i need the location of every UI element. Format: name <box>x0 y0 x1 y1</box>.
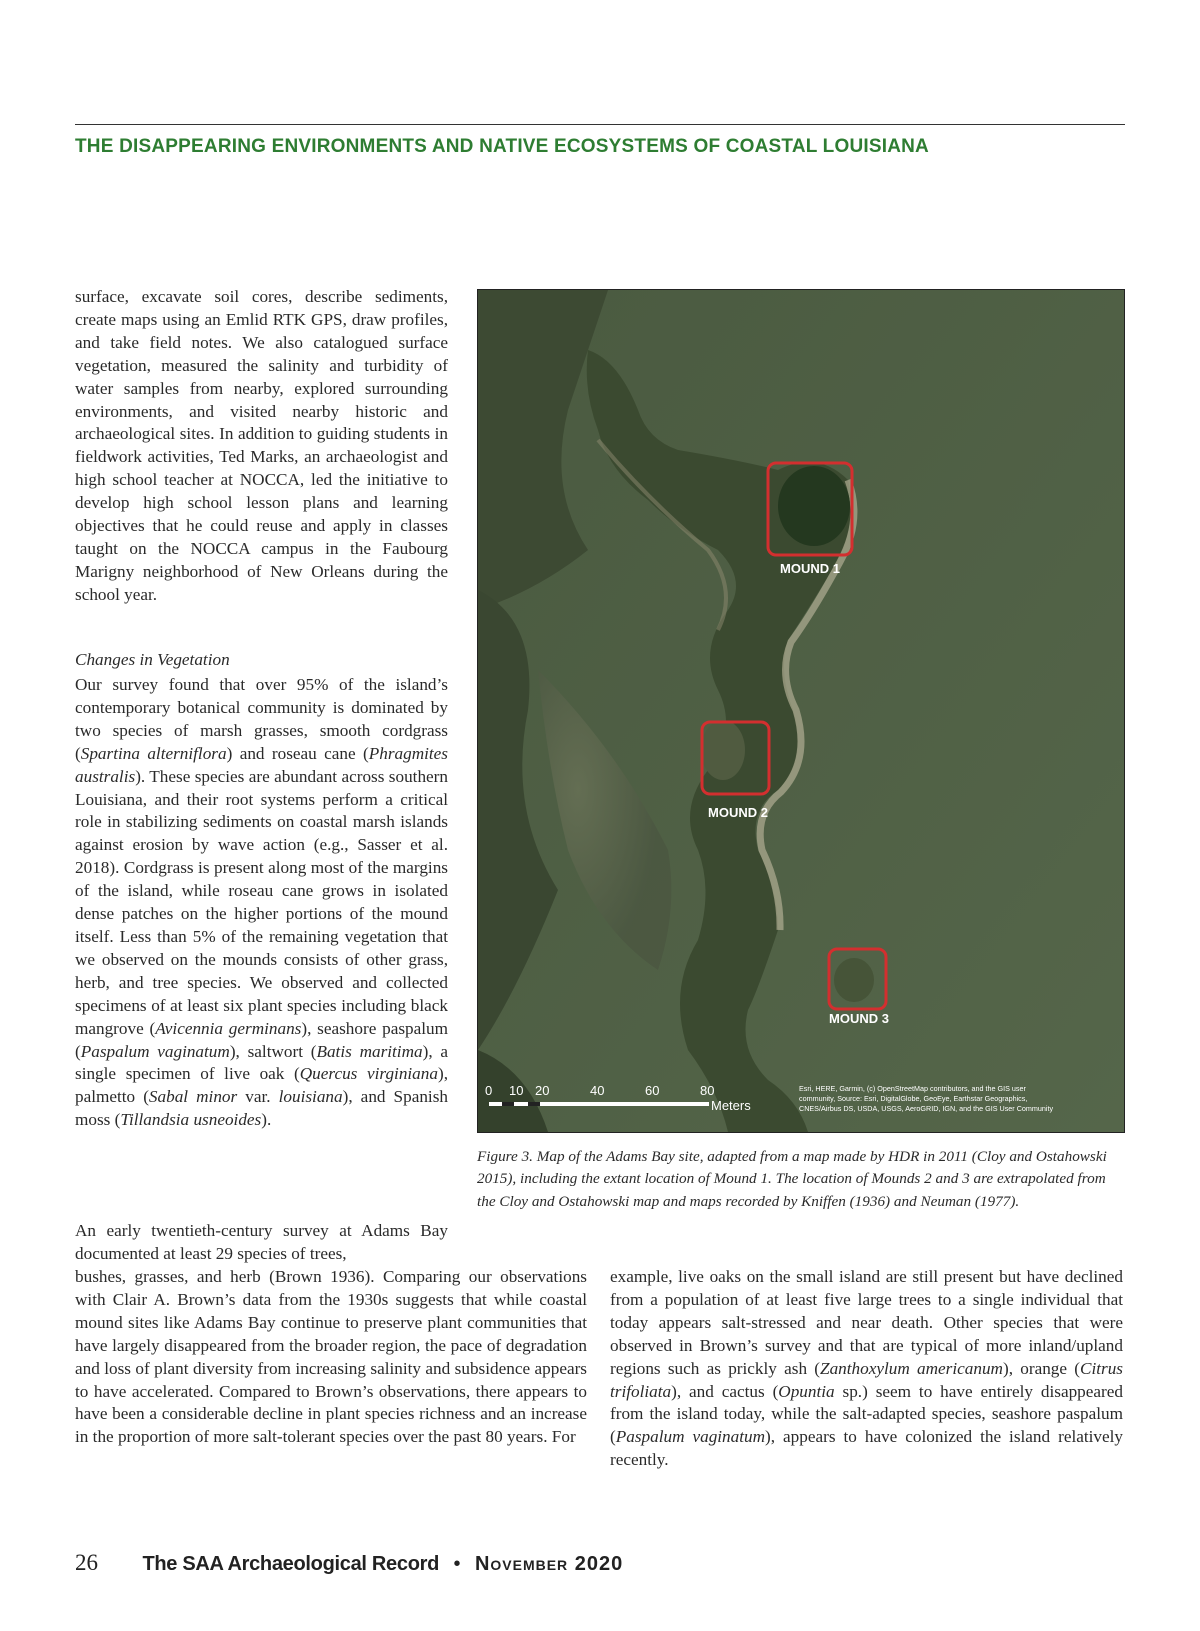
body-paragraph-3-lead: An early twentieth-century survey at Adams Bay documented at least 29 species of trees, <box>75 1221 448 1263</box>
species-name: Quercus virginiana <box>299 1064 438 1084</box>
species-name: louisiana <box>278 1087 343 1107</box>
scale-tick-40: 40 <box>590 1083 605 1098</box>
section-subheading: Changes in Vegetation <box>75 650 230 669</box>
species-name: Phragmites australis <box>75 743 448 786</box>
species-name: Sabal minor <box>148 1087 238 1107</box>
footer-separator: • <box>453 1553 461 1575</box>
species-name: Avicennia germinans <box>155 1018 302 1038</box>
satellite-map <box>478 290 1124 1132</box>
mound-2-label: MOUND 2 <box>708 805 768 820</box>
mound-3-label: MOUND 3 <box>829 1011 889 1026</box>
body-paragraph-3: bushes, grasses, and herb (Brown 1936). Comparing our observations with Clair A. Brown’s data from the 1930s suggests that while coastal mound sites like Adams Bay continue to preserve plant communities that have largely disappeared from the broader region, the pace of degradation and loss of plant diversity from increasing salinity and subsidence appears to have accelerated. Compared to Brown’s observations, there appears to have been a considerable decline in plant species richness and an increase in the proportion of more salt-tolerant species over the past 80 years. For <box>75 1267 587 1447</box>
body-paragraph-4: example, live oaks on the small island are still present but have declined from a population of at least five large trees to a single individual that today appears salt-stressed and near death. Other species that were observed in Brown’s survey and that are typical of more inland/upland regions such as prickly ash (Zanthoxylum americanum), orange (Citrus trifoliata), and cactus (Opuntia sp.) seem to have entirely disappeared from the island today, while the salt-adapted species, seashore paspalum (Paspalum vaginatum), appears to have colonized the island relatively recently. <box>610 1267 1123 1470</box>
site-map-figure <box>477 289 1125 1133</box>
body-paragraph-2: Our survey found that over 95% of the island’s contemporary botanical community is dominated by two species of marsh grasses, smooth cordgrass (Spartina alterniflora) and roseau cane (Phragmites australis). These species are abundant across southern Louisiana, and their root systems perform a critical role in stabilizing sediments on coastal marsh islands against erosion by wave action (e.g., Sasser et al. 2018). Cordgrass is present along most of the margins of the island, while roseau cane grows in isolated dense patches on the higher portions of the mound itself. Less than 5% of the remaining vegetation that we observed on the mounds consists of other grass, herb, and tree species. We observed and collected specimens of at least six plant species including black mangrove (Avicennia germinans), seashore paspalum (Paspalum vaginatum), saltwort (Batis maritima), a single specimen of live oak (Quercus virginiana), palmetto (Sabal minor var. louisiana), and Spanish moss (Tillandsia usneoides). <box>75 675 449 1130</box>
species-name: Spartina alterniflora <box>80 743 227 763</box>
mound-2-area <box>701 720 745 780</box>
scale-bar-line <box>489 1102 709 1106</box>
species-name: Paspalum vaginatum <box>80 1041 230 1061</box>
mound-1-tree-canopy <box>778 466 850 546</box>
map-attribution <box>799 1084 1053 1113</box>
scale-tick-20: 20 <box>535 1083 550 1098</box>
header-rule <box>75 124 1125 125</box>
scale-bar-segment <box>502 1102 514 1106</box>
mound-1-label: MOUND 1 <box>780 561 840 576</box>
species-name: Opuntia <box>778 1381 835 1401</box>
species-name: Tillandsia usneoides <box>120 1110 262 1130</box>
page-footer <box>75 1550 623 1576</box>
attribution-line-2: community, Source: Esri, DigitalGlobe, GeoEye, Earthstar Geographics, <box>799 1094 1028 1103</box>
attribution-line-3: CNES/Airbus DS, USDA, USGS, AeroGRID, IGN, and the GIS User Community <box>799 1104 1054 1113</box>
figure-caption: Figure 3. Map of the Adams Bay site, adapted from a map made by HDR in 2011 (Cloy and Ostahowski 2015), including the extant location of Mound 1. The location of Mounds 2 and 3 are extrapolated from the Cloy and Ostahowski map and maps recorded by Kniffen (1936) and Neuman (1977). <box>477 1148 1107 1210</box>
page-number: 26 <box>75 1550 98 1575</box>
scale-tick-10: 10 <box>509 1083 524 1098</box>
scale-bar-segment <box>528 1102 540 1106</box>
issue-date: November 2020 <box>474 1553 624 1575</box>
mound-3-area <box>834 958 874 1002</box>
species-name: Paspalum vaginatum <box>615 1427 766 1447</box>
scale-tick-0: 0 <box>485 1083 493 1098</box>
scale-unit: Meters <box>711 1098 751 1113</box>
species-name: Citrus trifoliata <box>610 1358 1123 1401</box>
attribution-line-1: Esri, HERE, Garmin, (c) OpenStreetMap contributors, and the GIS user <box>799 1084 1026 1093</box>
scale-tick-80: 80 <box>700 1083 715 1098</box>
running-head: THE DISAPPEARING ENVIRONMENTS AND NATIVE ECOSYSTEMS OF COASTAL LOUISIANA <box>75 136 929 157</box>
journal-title: The SAA Archaeological Record <box>142 1553 440 1575</box>
scale-tick-60: 60 <box>645 1083 660 1098</box>
body-paragraph-1: surface, excavate soil cores, describe sediments, create maps using an Emlid RTK GPS, draw profiles, and take field notes. We also catalogued surface vegetation, measured the salinity and turbidity of water samples from nearby, explored surrounding environments, and visited nearby historic and archaeological sites. In addition to guiding students in fieldwork activities, Ted Marks, an archaeologist and high school teacher at NOCCA, led the initiative to develop high school lesson plans and learning objectives that he could reuse and apply in classes taught on the NOCCA campus in the Faubourg Marigny neighborhood of New Orleans during the school year. <box>75 287 448 604</box>
species-name: Zanthoxylum americanum <box>820 1358 1003 1378</box>
species-name: Batis maritima <box>316 1041 423 1061</box>
